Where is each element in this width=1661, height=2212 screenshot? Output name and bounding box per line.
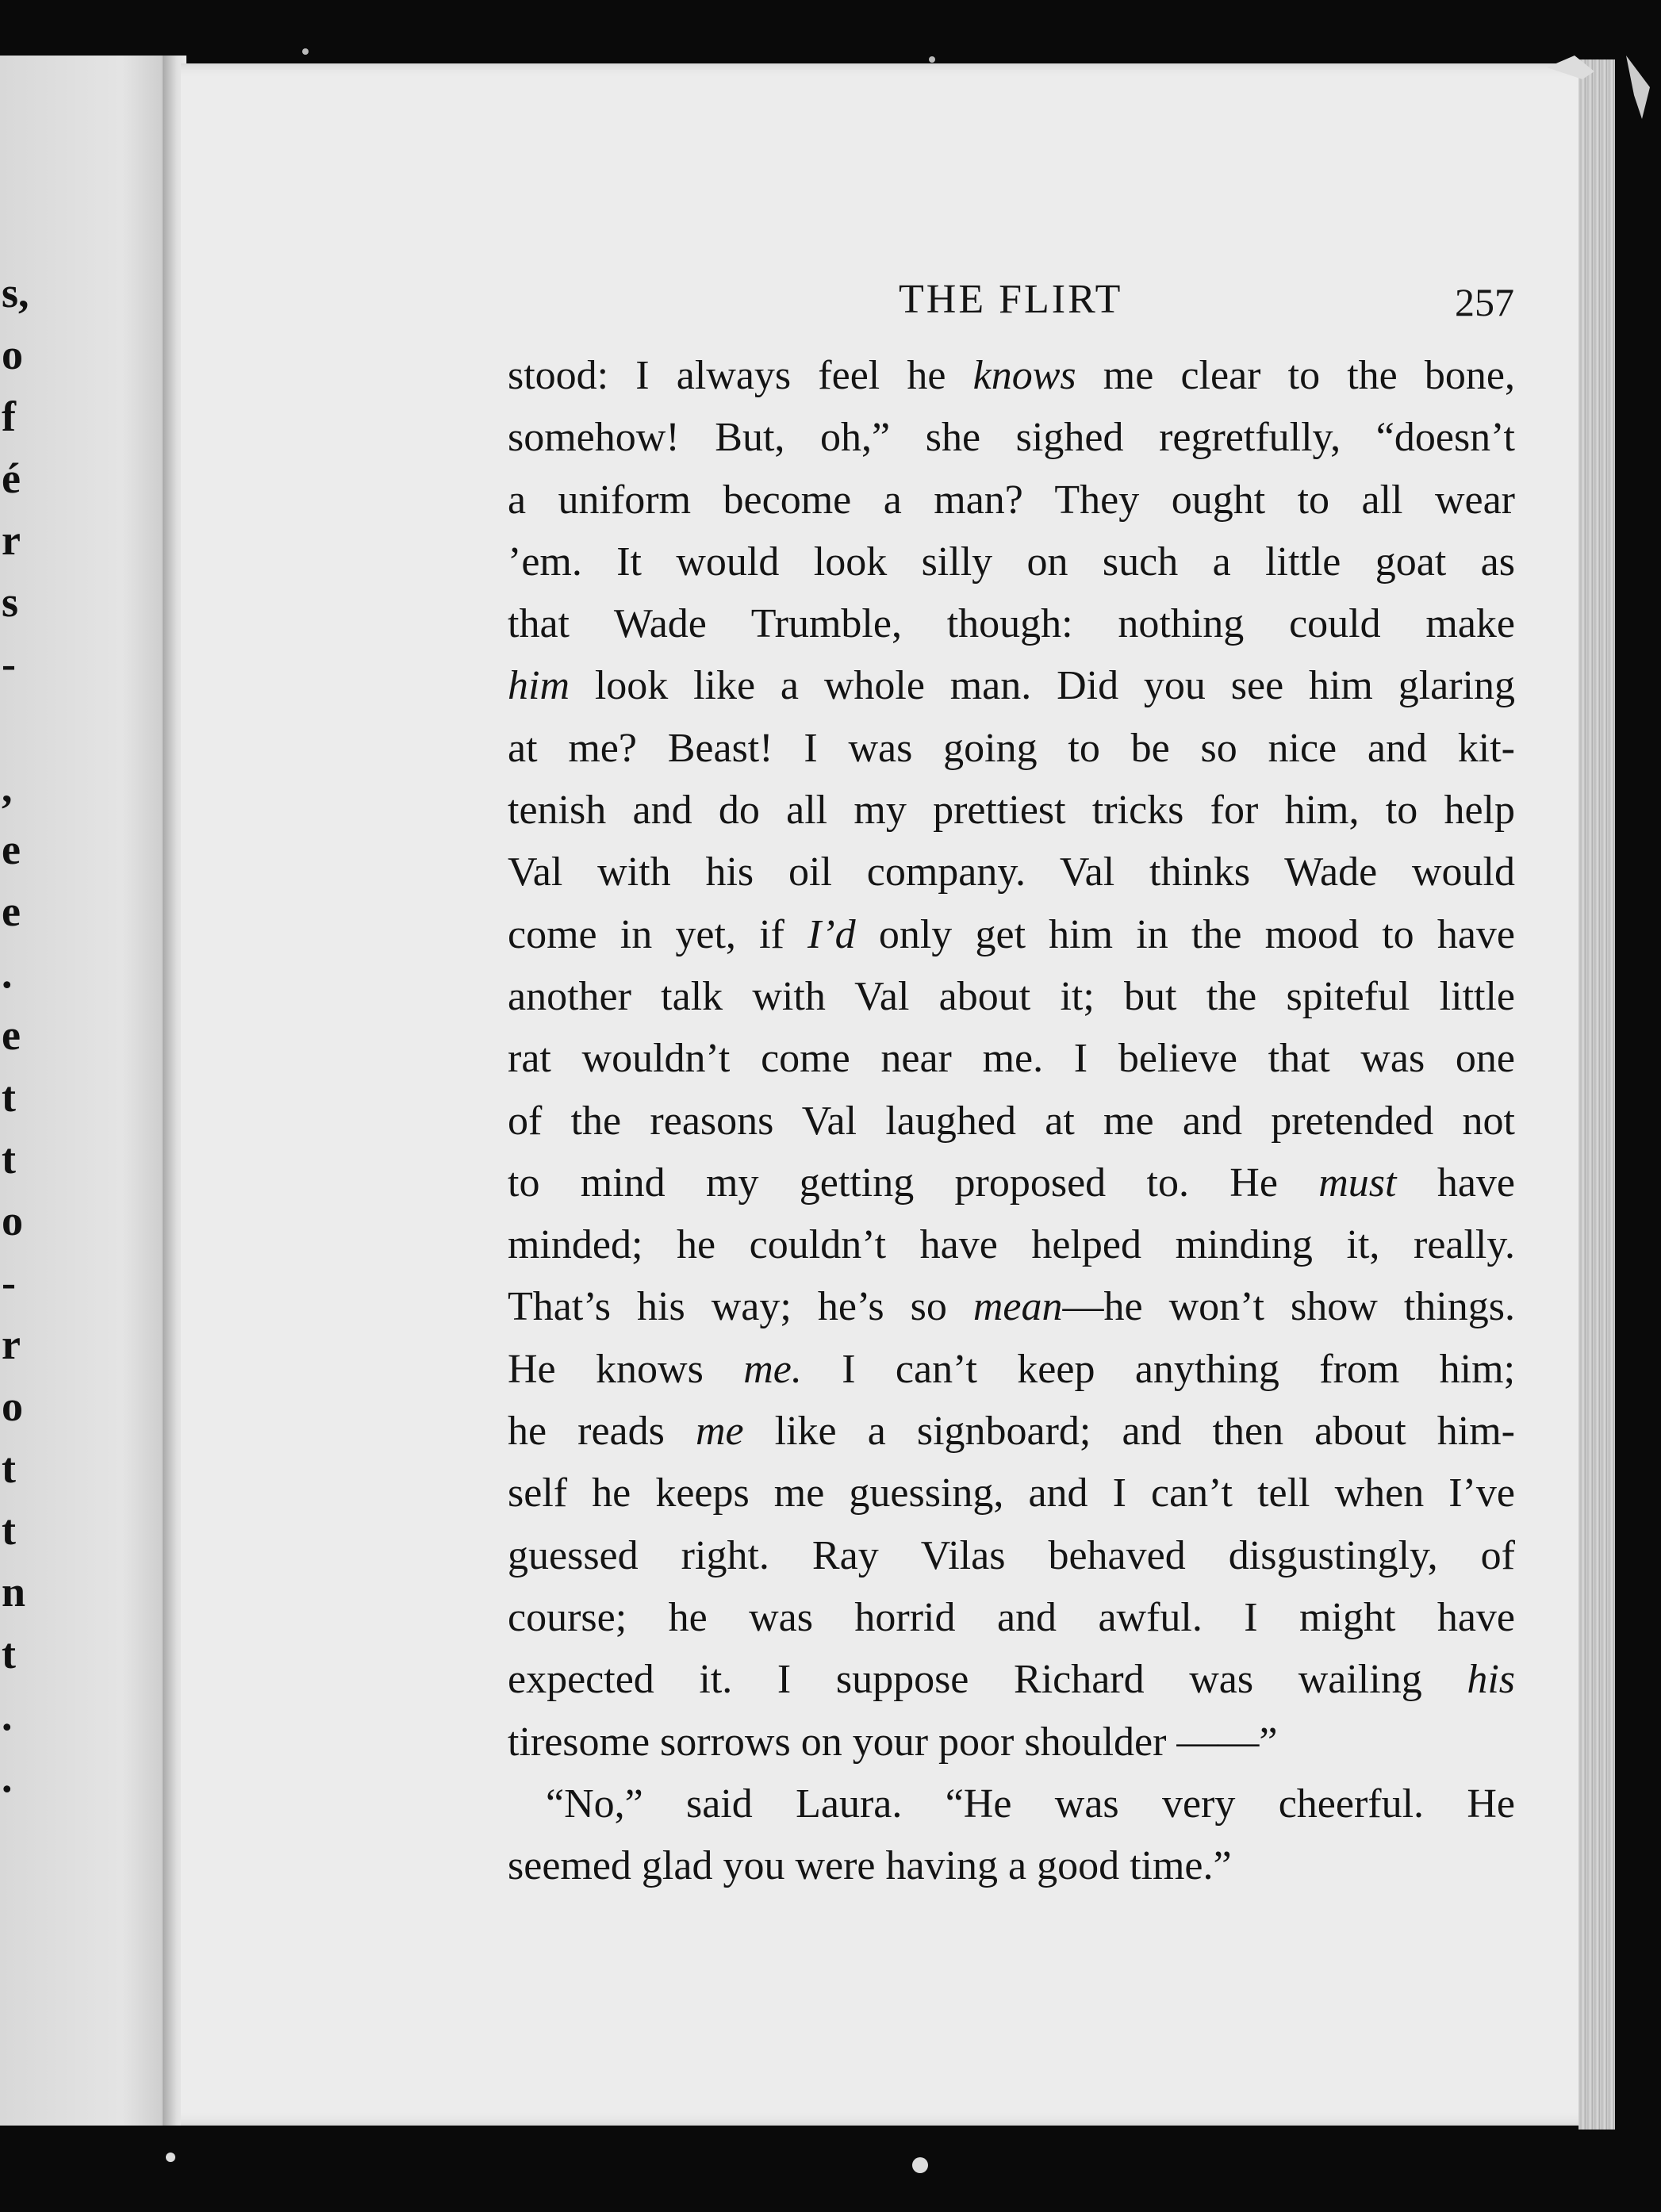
text-run: like a signboard; and then about him-	[743, 1409, 1515, 1455]
text-line	[508, 1339, 1515, 1401]
facing-page-fragment: o	[2, 331, 23, 378]
facing-page-fragment: é	[2, 454, 21, 502]
text-run: minded; he couldn’t have helped minding it, really.	[508, 1222, 1515, 1268]
text-line	[508, 1712, 1515, 1773]
text-run: me clear to the bone,	[1076, 353, 1515, 398]
text-run: “No,” said Laura. “He was very cheerful. He	[546, 1781, 1515, 1827]
text-line	[508, 1463, 1515, 1524]
text-line	[508, 1028, 1515, 1090]
facing-page-fragment: o	[2, 1382, 23, 1430]
text-line	[508, 904, 1515, 966]
running-title: THE FLIRT	[899, 277, 1123, 322]
text-run: He knows	[508, 1346, 744, 1392]
text-line	[508, 407, 1515, 469]
facing-page-fragment: f	[2, 393, 16, 440]
italic-word: me.	[743, 1346, 802, 1392]
text-line	[508, 1276, 1515, 1338]
facing-page-fragment: e	[2, 887, 21, 935]
text-run: That’s his way; he’s so	[508, 1284, 973, 1330]
text-line	[508, 470, 1515, 531]
text-line	[508, 1152, 1515, 1214]
body-text	[508, 345, 1515, 1897]
facing-page-fragment: .	[2, 1692, 13, 1739]
facing-page-fragment: s,	[2, 269, 29, 316]
italic-word: him	[508, 663, 570, 709]
text-run: a uniform become a man? They ought to all wear	[508, 477, 1515, 523]
facing-page-fragment: e	[2, 826, 21, 873]
text-line	[508, 1773, 1515, 1835]
text-run: tiresome sorrows on your poor shoulder ——”	[508, 1719, 1278, 1765]
italic-word: I’d	[807, 911, 856, 957]
facing-page-fragment: t	[2, 1135, 16, 1183]
facing-page-fragment: -	[2, 1259, 16, 1306]
facing-page-fragment: -	[2, 640, 16, 688]
page-stack-edge	[1579, 59, 1615, 2130]
text-run: Val with his oil company. Val thinks Wade would	[508, 849, 1515, 895]
text-run: at me? Beast! I was going to be so nice and kit-	[508, 725, 1515, 771]
italic-word: his	[1467, 1657, 1515, 1703]
text-run: guessed right. Ray Vilas behaved disgustingly, of	[508, 1532, 1515, 1578]
text-line	[508, 1214, 1515, 1276]
text-line	[508, 1649, 1515, 1711]
facing-page-fragment: t	[2, 1444, 16, 1492]
text-line	[508, 841, 1515, 903]
text-run: to mind my getting proposed to. He	[508, 1160, 1319, 1206]
text-line	[508, 531, 1515, 593]
text-run: tenish and do all my prettiest tricks for him, to help	[508, 788, 1515, 834]
facing-page-fragment	[2, 695, 32, 757]
italic-word: must	[1318, 1160, 1397, 1206]
book-page	[181, 63, 1609, 2126]
text-run: course; he was horrid and awful. I might have	[508, 1594, 1515, 1640]
text-line	[508, 966, 1515, 1028]
text-run: only get him in the mood to have	[855, 911, 1515, 957]
text-run: he reads	[508, 1409, 696, 1455]
text-run: I can’t keep anything from him;	[801, 1346, 1516, 1392]
text-run: —he won’t show things.	[1062, 1284, 1515, 1330]
page-number: 257	[1455, 280, 1514, 324]
facing-page-fragment: t	[2, 1630, 16, 1677]
text-run: that Wade Trumble, though: nothing could make	[508, 601, 1515, 647]
facing-page-fragment: s	[2, 578, 19, 626]
text-run: have	[1396, 1160, 1515, 1206]
text-line	[508, 593, 1515, 655]
text-run: rat wouldn’t come near me. I believe that was one	[508, 1036, 1515, 1082]
text-run: seemed glad you were having a good time.”	[508, 1843, 1232, 1889]
facing-page-fragment: r	[2, 516, 21, 564]
italic-word: me	[695, 1409, 744, 1455]
text-line	[508, 1835, 1515, 1897]
text-run: look like a whole man. Did you see him glaring	[570, 663, 1515, 709]
facing-page-fragment: .	[2, 1754, 13, 1801]
text-run: another talk with Val about it; but the spiteful little	[508, 973, 1515, 1019]
facing-page-fragment: t	[2, 1506, 16, 1554]
facing-page-fragment: e	[2, 1011, 21, 1059]
text-line	[508, 1525, 1515, 1587]
text-run: ’em. It would look silly on such a little goat as	[508, 539, 1515, 585]
text-line	[508, 1587, 1515, 1649]
text-run: come in yet, if	[508, 911, 808, 957]
text-run: self he keeps me guessing, and I can’t tell when I’ve	[508, 1470, 1515, 1516]
facing-page-fragment: t	[2, 1073, 16, 1121]
text-line	[508, 718, 1515, 780]
text-line	[508, 1401, 1515, 1463]
facing-page-fragment: o	[2, 1197, 23, 1244]
text-line	[508, 655, 1515, 717]
facing-page-fragment: n	[2, 1568, 26, 1616]
text-line	[508, 780, 1515, 841]
page-header	[181, 276, 1609, 339]
facing-page-fragment: r	[2, 1321, 21, 1368]
facing-page-text-fragments	[0, 56, 32, 2126]
text-line	[508, 345, 1515, 407]
text-run: of the reasons Val laughed at me and pretended not	[508, 1098, 1515, 1144]
text-line	[508, 1091, 1515, 1152]
italic-word: knows	[972, 353, 1076, 398]
text-run: stood: I always feel he	[508, 353, 973, 398]
italic-word: mean	[972, 1284, 1063, 1330]
facing-page-fragment: ,	[2, 764, 13, 811]
facing-page-edge	[0, 56, 175, 2126]
text-run: somehow! But, oh,” she sighed regretfully, “doesn’t	[508, 415, 1515, 461]
text-run: expected it. I suppose Richard was wailing	[508, 1657, 1467, 1703]
facing-page-fragment: .	[2, 949, 13, 997]
